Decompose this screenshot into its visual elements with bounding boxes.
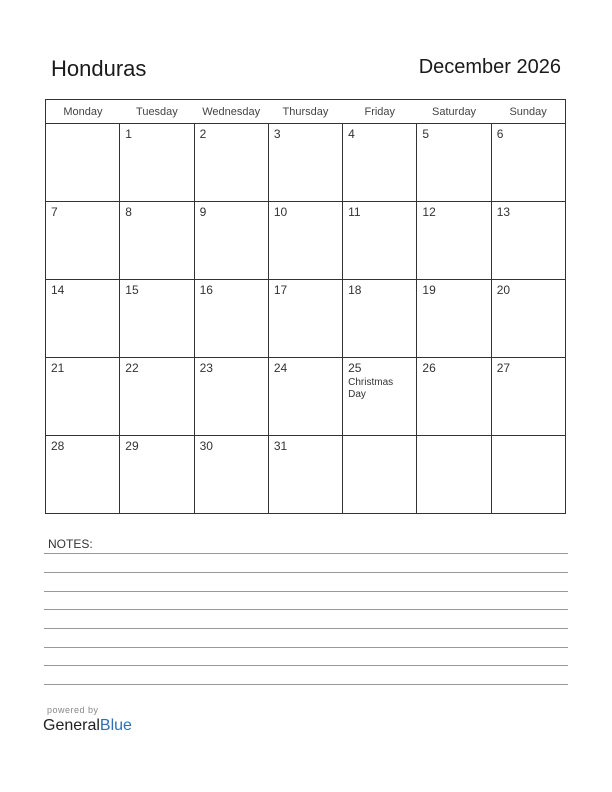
day-cell — [120, 202, 194, 280]
notes-label: NOTES: — [48, 537, 93, 551]
note-line — [44, 553, 568, 554]
day-number: 12 — [422, 205, 436, 219]
weekday-header: Friday — [343, 100, 417, 124]
day-number: 24 — [273, 361, 288, 375]
day-number: 14 — [51, 283, 65, 297]
brand-general-text: General — [43, 717, 100, 734]
day-number: 7 — [51, 205, 58, 219]
day-number: 21 — [51, 361, 65, 375]
day-cell — [120, 436, 194, 514]
day-cell — [491, 358, 565, 436]
day-cell — [491, 436, 565, 514]
day-number: 19 — [422, 283, 436, 297]
weekday-header: Tuesday — [120, 100, 194, 124]
day-number: 31 — [273, 439, 288, 453]
day-number: 27 — [496, 361, 511, 375]
day-cell — [194, 436, 268, 514]
week-row — [46, 358, 566, 436]
note-line — [44, 665, 568, 666]
day-cell — [268, 124, 342, 202]
day-number: 30 — [199, 439, 213, 453]
day-cell — [491, 124, 565, 202]
week-row — [46, 280, 566, 358]
holiday-label: Christmas Day — [348, 377, 394, 400]
day-cell — [491, 280, 565, 358]
day-cell — [417, 436, 491, 514]
note-line — [44, 647, 568, 648]
week-row — [46, 202, 566, 280]
day-cell — [417, 124, 491, 202]
weekday-header: Saturday — [417, 100, 491, 124]
note-line — [44, 572, 568, 573]
day-cell — [268, 202, 342, 280]
day-cell — [120, 280, 194, 358]
day-number: 10 — [273, 205, 288, 219]
weekday-header: Monday — [46, 100, 120, 124]
day-number: 2 — [199, 127, 207, 141]
day-cell — [343, 358, 417, 436]
day-number: 18 — [348, 283, 362, 297]
day-cell — [417, 202, 491, 280]
day-number: 20 — [496, 283, 511, 297]
note-line — [44, 684, 568, 685]
day-cell — [46, 280, 120, 358]
day-cell — [46, 202, 120, 280]
day-number: 3 — [273, 127, 281, 141]
generalblue-logo — [43, 717, 132, 735]
day-number: 15 — [125, 283, 139, 297]
note-line — [44, 628, 568, 629]
day-cell — [120, 358, 194, 436]
day-number: 25 — [348, 361, 362, 375]
day-cell — [194, 124, 268, 202]
day-number: 9 — [199, 205, 207, 219]
day-number: 28 — [51, 439, 65, 453]
day-cell — [194, 202, 268, 280]
day-cell — [268, 280, 342, 358]
powered-by-text: powered by — [47, 705, 99, 715]
day-number: 8 — [125, 205, 132, 219]
day-cell — [46, 358, 120, 436]
day-cell — [46, 436, 120, 514]
day-number: 26 — [422, 361, 436, 375]
month-year-title: December 2026 — [418, 56, 561, 78]
day-cell — [343, 124, 417, 202]
weekday-header: Sunday — [491, 100, 565, 124]
day-cell — [268, 436, 342, 514]
weekday-header-row — [46, 100, 566, 124]
day-number: 1 — [125, 127, 132, 141]
weekday-header: Thursday — [268, 100, 342, 124]
brand-blue-text: Blue — [99, 717, 132, 734]
day-number: 6 — [496, 127, 504, 141]
day-number: 29 — [125, 439, 139, 453]
day-number: 22 — [125, 361, 139, 375]
day-number: 16 — [199, 283, 213, 297]
day-number: 17 — [273, 283, 288, 297]
day-cell — [268, 358, 342, 436]
day-cell — [417, 280, 491, 358]
day-number: 4 — [348, 127, 355, 141]
day-cell — [194, 358, 268, 436]
note-line — [44, 591, 568, 592]
day-cell — [46, 124, 120, 202]
week-row — [46, 436, 566, 514]
weekday-header: Wednesday — [194, 100, 268, 124]
country-title: Honduras — [51, 56, 147, 81]
week-row — [46, 124, 566, 202]
day-cell — [120, 124, 194, 202]
day-cell — [343, 202, 417, 280]
day-number: 13 — [496, 205, 511, 219]
calendar-grid — [45, 99, 566, 514]
day-number: 5 — [422, 127, 430, 141]
day-cell — [343, 436, 417, 514]
day-cell — [343, 280, 417, 358]
day-cell — [417, 358, 491, 436]
day-cell — [491, 202, 565, 280]
day-number: 23 — [199, 361, 213, 375]
note-line — [44, 609, 568, 610]
day-number: 11 — [348, 205, 361, 219]
day-cell — [194, 280, 268, 358]
